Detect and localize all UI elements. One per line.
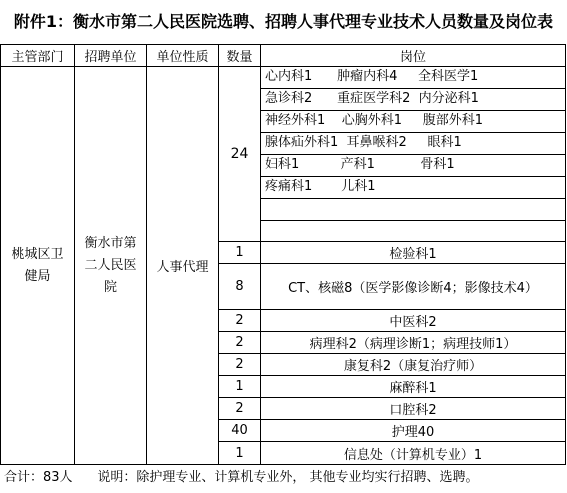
row-count: 2 bbox=[235, 335, 244, 350]
header-post: 岗位 bbox=[399, 50, 426, 65]
footer-note: 合计：83人 说明：除护理专业、计算机专业外， 其他专业均实行招聘、选聘。 bbox=[4, 470, 479, 485]
row-post: 康复科2（康复治疗师） bbox=[343, 359, 483, 374]
row-count: 40 bbox=[231, 423, 248, 438]
row-count: 1 bbox=[235, 245, 244, 260]
row-post: 检验科1 bbox=[389, 247, 437, 262]
row-post: 中医科2 bbox=[389, 315, 437, 330]
group-count: 24 bbox=[230, 146, 249, 162]
row-count: 2 bbox=[235, 357, 244, 372]
post-line: 神经外科1 心胸外科1 腹部外科1 bbox=[265, 113, 484, 128]
nature-cell: 人事代理 bbox=[156, 260, 209, 275]
post-line: 腺体疝外科1 耳鼻喉科2 眼科1 bbox=[265, 135, 462, 150]
header-dept: 主管部门 bbox=[11, 50, 64, 65]
row-count: 2 bbox=[235, 313, 244, 328]
post-line: 心内科1 肿瘤内科4 全科医学1 bbox=[265, 69, 479, 84]
row-post: 护理40 bbox=[391, 425, 435, 440]
row-post: 信息处（计算机专业）1 bbox=[343, 447, 483, 463]
unit-cell: 衡水市第二人民医院 bbox=[84, 235, 137, 295]
header-unit: 招聘单位 bbox=[84, 50, 137, 65]
page-title: 附件1：衡水市第二人民医院选聘、招聘人事代理专业技术人员数量及岗位表 bbox=[13, 12, 554, 31]
post-line: 妇科1 产科1 骨科1 bbox=[265, 157, 455, 172]
row-post: 麻醉科1 bbox=[389, 381, 437, 396]
row-count: 2 bbox=[235, 401, 244, 416]
row-count: 1 bbox=[235, 379, 244, 394]
post-line: 疼痛科1 儿科1 bbox=[265, 179, 376, 194]
post-line: 急诊科2 重症医学科2 内分泌科1 bbox=[265, 91, 479, 106]
row-post: 病理科2（病理诊断1；病理技师1） bbox=[309, 337, 517, 352]
header-count: 数量 bbox=[226, 50, 253, 65]
row-post: 口腔科2 bbox=[389, 403, 437, 418]
header-nature: 单位性质 bbox=[156, 50, 209, 65]
row-count: 8 bbox=[235, 279, 244, 294]
recruitment-table bbox=[0, 44, 566, 465]
row-count: 1 bbox=[235, 445, 244, 461]
row-post: CT、核磁8（医学影像诊断4；影像技术4） bbox=[288, 281, 538, 296]
dept-cell: 桃城区卫健局 bbox=[11, 246, 64, 284]
